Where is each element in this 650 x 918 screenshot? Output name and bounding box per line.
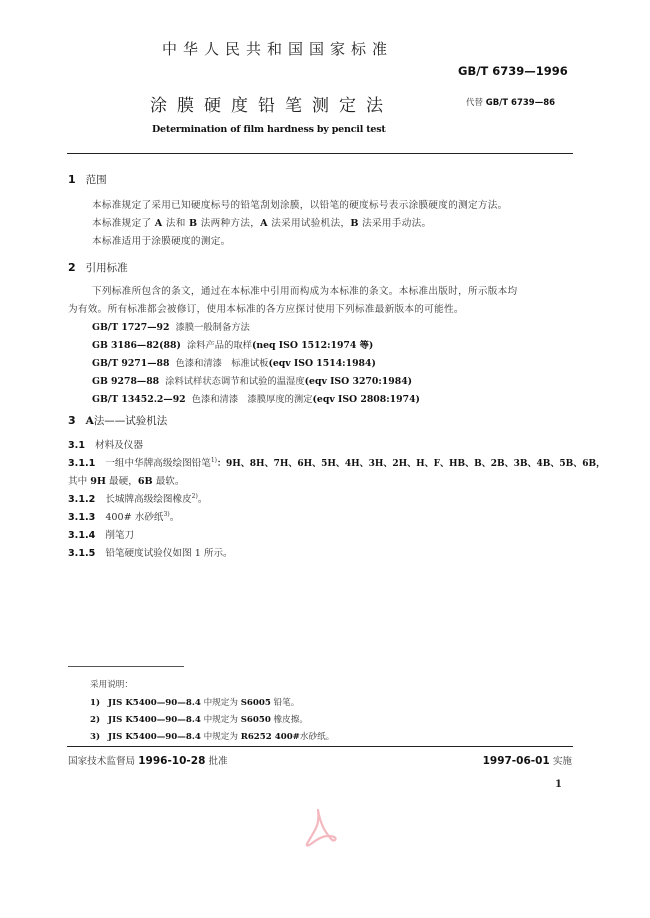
reference-item: GB 3186—82(88) 涂料产品的取样(neq ISO 1512:1974 等) <box>92 340 374 351</box>
section-1-heading <box>68 172 107 187</box>
notes-label: 采用说明： <box>90 680 133 690</box>
footer-divider <box>67 746 573 747</box>
clause-3-1-1: 3.1.1 一组中华牌高级绘图铅笔$^{1)}$：9H、8H、7H、6H、5H、4H、3H、2H、H、F、HB、B、2B、3B、4B、5B、6B， <box>68 457 606 469</box>
paragraph: 下列标准所包含的条文，通过在本标准中引用而构成为本标准的条文。本标准出版时，所示版本均 <box>92 286 518 297</box>
clause-3-1-4: 3.1.4 削笔刀 <box>68 530 135 541</box>
acrobat-watermark-icon <box>304 808 344 852</box>
page-number: 1 <box>555 779 562 790</box>
section-number: 3 <box>68 414 76 427</box>
section-number: 1 <box>68 173 76 186</box>
section-title: 范围 <box>85 174 107 186</box>
reference-item: GB 9278—88 涂料试样状态调节和试验的温湿度(eqv ISO 3270:1984) <box>92 376 413 387</box>
reference-item: GB/T 13452.2—92 色漆和清漆 漆膜厚度的测定(eqv ISO 2808:1974) <box>92 394 420 405</box>
reference-item: GB/T 1727—92 漆膜一般制备方法 <box>92 322 250 333</box>
paragraph: 本标准规定了 A 法和 B 法两种方法，A 法采用试验机法，B 法采用手动法。 <box>92 218 432 229</box>
section-title: 引用标准 <box>85 262 128 274</box>
effective-label: 实施 <box>552 756 572 767</box>
approval-line <box>68 753 228 767</box>
paragraph: 本标准规定了采用已知硬度标号的铅笔刮划涂膜，以铅笔的硬度标号表示涂膜硬度的测定方法。 <box>92 200 508 211</box>
approval-date: 1996-10-28 <box>138 755 206 767</box>
page-title: 涂膜硬度铅笔测定法 <box>150 96 393 116</box>
effective-date: 1997-06-01 <box>482 755 550 767</box>
replaces-code: GB/T 6739—86 <box>485 98 556 108</box>
section-number: 2 <box>68 261 76 274</box>
footnote-item: 3) JIS K5400—90—8.4 中规定为 R6252 400#水砂纸。 <box>90 732 335 742</box>
clause-3-1-1-continued: 其中 9H 最硬，6B 最软。 <box>68 476 185 487</box>
paragraph: 本标准适用于涂膜硬度的测定。 <box>92 236 231 247</box>
footnote-divider <box>68 666 184 667</box>
clause-3-1-5: 3.1.5 铅笔硬度试验仪如图 1 所示。 <box>68 548 233 559</box>
issuer: 国家技术监督局 <box>68 756 136 767</box>
section-2-heading <box>68 260 128 275</box>
effective-line <box>483 753 572 767</box>
subsection-3-1: 3.1 材料及仪器 <box>68 440 143 451</box>
reference-item: GB/T 9271—88 色漆和清漆 标准试板(eqv ISO 1514:1984) <box>92 358 376 369</box>
approval-label: 批准 <box>208 756 228 767</box>
footnote-item: 2) JIS K5400—90—8.4 中规定为 S6050 橡皮擦。 <box>90 715 308 725</box>
footnote-item: 1) JIS K5400—90—8.4 中规定为 S6005 铅笔。 <box>90 698 300 708</box>
section-title: 法——试验机法 <box>93 415 168 427</box>
replaces-note <box>466 96 555 108</box>
english-title: Determination of film hardness by pencil test <box>152 124 386 135</box>
national-standard-heading: 中华人民共和国国家标准 <box>162 40 394 58</box>
clause-3-1-2: 3.1.2 长城牌高级绘图橡皮$^{2)}$。 <box>68 493 208 505</box>
clause-3-1-3: 3.1.3 400# 水砂纸$^{3)}$。 <box>68 511 180 523</box>
header-divider <box>67 153 573 154</box>
standard-number: GB/T 6739—1996 <box>458 64 568 78</box>
replaces-label: 代替 <box>466 98 484 108</box>
paragraph: 为有效。所有标准都会被修订，使用本标准的各方应探讨使用下列标准最新版本的可能性。 <box>68 304 464 315</box>
section-3-heading: 3 A法——试验机法 <box>68 414 168 427</box>
